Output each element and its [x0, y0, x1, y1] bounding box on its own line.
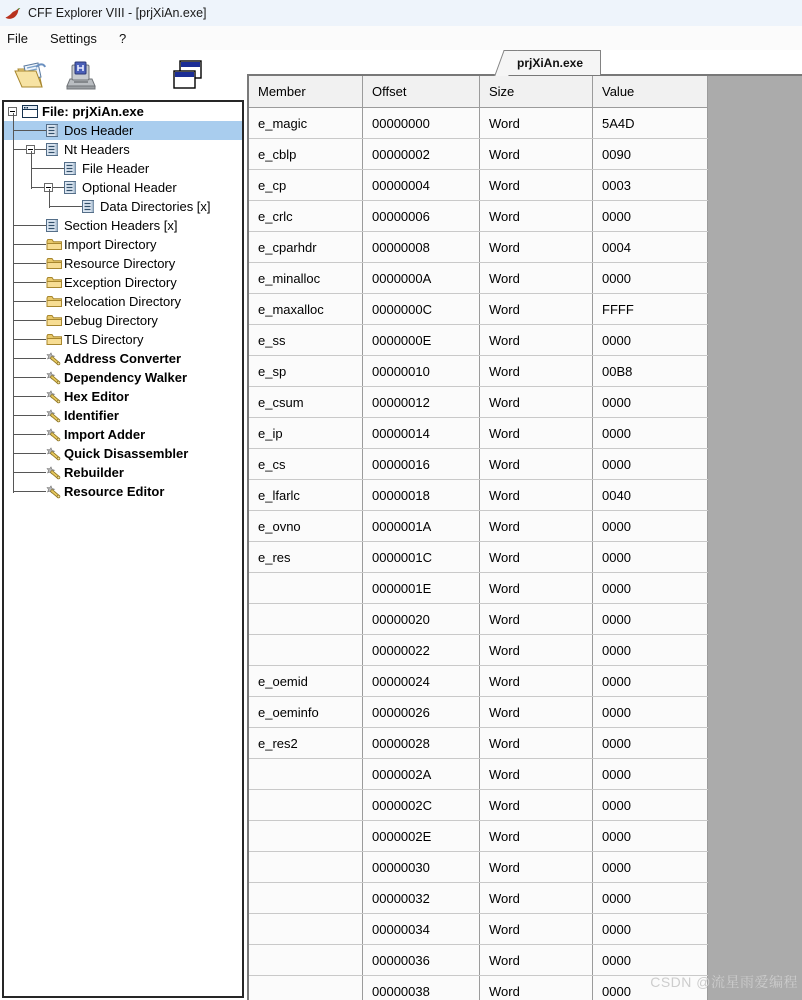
tree-item[interactable]: [4, 406, 242, 425]
save-file-icon: [62, 57, 100, 93]
table-body: [249, 108, 708, 1000]
tree-connector-line: [13, 415, 46, 416]
cell-size: Word: [480, 108, 593, 138]
tree-connector-line: [13, 320, 46, 321]
table-row[interactable]: [249, 945, 708, 976]
cell-value: 0000: [593, 511, 708, 541]
tree-item[interactable]: [4, 292, 242, 311]
tree-item[interactable]: [4, 254, 242, 273]
cell-member: e_magic: [249, 108, 363, 138]
cell-size: Word: [480, 387, 593, 417]
cell-size: Word: [480, 976, 593, 1000]
table-header: [249, 76, 708, 108]
cell-size: Word: [480, 170, 593, 200]
tree-item-icon-slot: [46, 390, 61, 407]
tree-item[interactable]: [4, 121, 242, 140]
tool-icon: [46, 409, 61, 423]
open-file-icon: [12, 57, 50, 93]
tree-item-label: Section Headers [x]: [64, 218, 178, 233]
cell-size: Word: [480, 201, 593, 231]
app-pepper-icon: [4, 6, 21, 21]
cell-size: Word: [480, 945, 593, 975]
cell-member: e_lfarlc: [249, 480, 363, 510]
tree-item[interactable]: [4, 463, 242, 482]
table-row[interactable]: [249, 108, 708, 139]
cell-member: e_oeminfo: [249, 697, 363, 727]
tree-vertical-line: [31, 151, 32, 189]
cell-member: e_cs: [249, 449, 363, 479]
folder-icon: [46, 257, 63, 270]
cell-offset: 0000001A: [363, 511, 480, 541]
cell-value: 0000: [593, 666, 708, 696]
doc-icon: [46, 143, 59, 156]
cell-value: 0000: [593, 697, 708, 727]
tool-icon: [46, 371, 61, 385]
tree-connector-line: [31, 168, 64, 169]
cell-offset: 00000026: [363, 697, 480, 727]
tree-item-label: Exception Directory: [64, 275, 177, 290]
cell-size: Word: [480, 542, 593, 572]
tree-item-icon-slot: [46, 352, 61, 369]
tree-item-label: Nt Headers: [64, 142, 130, 157]
cell-value: 0000: [593, 635, 708, 665]
table-row[interactable]: [249, 356, 708, 387]
tree-connector-line: [13, 282, 46, 283]
tree-item-label: Resource Directory: [64, 256, 176, 271]
tree-connector-line: [13, 130, 46, 131]
tree-item[interactable]: [4, 387, 242, 406]
cell-offset: 00000020: [363, 604, 480, 634]
tree-item-label: Import Adder: [64, 427, 146, 442]
table-row[interactable]: [249, 604, 708, 635]
tree-item[interactable]: [4, 330, 242, 349]
cell-member: e_sp: [249, 356, 363, 386]
tree-item[interactable]: [4, 311, 242, 330]
table-row[interactable]: [249, 325, 708, 356]
cell-member: e_ip: [249, 418, 363, 448]
cell-offset: 0000002A: [363, 759, 480, 789]
cell-offset: 00000014: [363, 418, 480, 448]
cell-size: Word: [480, 418, 593, 448]
table-row[interactable]: [249, 263, 708, 294]
doc-icon: [64, 162, 77, 175]
cell-value: 0000: [593, 201, 708, 231]
menu-item-settings[interactable]: Settings: [49, 30, 97, 46]
folder-icon: [46, 314, 63, 327]
tree-item-icon-slot: [46, 333, 63, 349]
tree-item-label: File Header: [82, 161, 150, 176]
tree-connector-line: [13, 453, 46, 454]
tree-item-icon-slot: [46, 466, 61, 483]
table-row[interactable]: [249, 139, 708, 170]
cell-offset: 0000002E: [363, 821, 480, 851]
doc-icon: [46, 124, 59, 137]
cell-value: 0000: [593, 976, 708, 1000]
tree-connector-line: [13, 491, 46, 492]
cell-size: Word: [480, 139, 593, 169]
tree-item-label: Address Converter: [64, 351, 182, 366]
folder-icon: [46, 238, 63, 251]
table-row[interactable]: [249, 418, 708, 449]
cell-value: 5A4D: [593, 108, 708, 138]
tree-item-icon-slot: [46, 219, 59, 235]
tree-item-icon-slot: [46, 485, 61, 502]
folder-icon: [46, 295, 63, 308]
cell-size: Word: [480, 883, 593, 913]
column-header-size[interactable]: Size: [480, 76, 593, 107]
tab-label: prjXiAn.exe: [517, 56, 584, 70]
tree-item-icon-slot: [46, 409, 61, 426]
tree-item-label: Identifier: [64, 408, 119, 423]
cell-size: Word: [480, 697, 593, 727]
tab-prjxian-exe[interactable]: [506, 50, 601, 75]
tree-connector-line: [13, 377, 46, 378]
cell-offset: 00000032: [363, 883, 480, 913]
tree-item[interactable]: [4, 216, 242, 235]
doc-icon: [46, 219, 59, 232]
window-title: CFF Explorer VIII - [prjXiAn.exe]: [28, 6, 207, 20]
tree-connector-line: [13, 396, 46, 397]
table-row[interactable]: [249, 294, 708, 325]
cell-offset: 0000001E: [363, 573, 480, 603]
table-row[interactable]: [249, 201, 708, 232]
tree-item[interactable]: [4, 273, 242, 292]
cell-size: Word: [480, 759, 593, 789]
cell-value: 0040: [593, 480, 708, 510]
tree-item[interactable]: [4, 482, 242, 501]
cell-offset: 00000038: [363, 976, 480, 1000]
tree: [4, 102, 242, 996]
tree-item[interactable]: [4, 444, 242, 463]
tree-item[interactable]: [4, 102, 242, 121]
tree-item-icon-slot: [46, 124, 59, 140]
cell-offset: 00000006: [363, 201, 480, 231]
cell-offset: 00000002: [363, 139, 480, 169]
tab-strip: [247, 50, 802, 76]
cell-value: 0000: [593, 604, 708, 634]
table-row[interactable]: [249, 232, 708, 263]
cell-size: Word: [480, 356, 593, 386]
table-row[interactable]: [249, 728, 708, 759]
tree-item-icon-slot: [64, 181, 77, 197]
tree-item-icon-slot: [46, 238, 63, 254]
tree-item-icon-slot: [46, 257, 63, 273]
tree-item-label: Quick Disassembler: [64, 446, 189, 461]
column-header-offset[interactable]: Offset: [363, 76, 480, 107]
cell-size: Word: [480, 914, 593, 944]
table-row[interactable]: [249, 790, 708, 821]
tree-item-label: Dos Header: [64, 123, 134, 138]
cell-offset: 0000000C: [363, 294, 480, 324]
cell-member: [249, 852, 363, 882]
tree-item-label: Rebuilder: [64, 465, 124, 480]
cell-offset: 00000022: [363, 635, 480, 665]
cell-member: [249, 945, 363, 975]
column-header-member[interactable]: Member: [249, 76, 363, 107]
menu-bar: [0, 26, 802, 50]
cell-size: Word: [480, 604, 593, 634]
table-row[interactable]: [249, 759, 708, 790]
cell-value: 0000: [593, 759, 708, 789]
cell-size: Word: [480, 666, 593, 696]
tree-item-icon-slot: [82, 200, 95, 216]
cell-value: 0000: [593, 945, 708, 975]
column-header-value[interactable]: Value: [593, 76, 708, 107]
cell-offset: 0000002C: [363, 790, 480, 820]
tree-connector-line: [49, 206, 82, 207]
cell-offset: 0000000E: [363, 325, 480, 355]
tree-connector-line: [13, 263, 46, 264]
cell-size: Word: [480, 728, 593, 758]
menu-item-help[interactable]: ?: [118, 30, 127, 46]
cell-size: Word: [480, 511, 593, 541]
cell-size: Word: [480, 852, 593, 882]
cell-offset: 00000018: [363, 480, 480, 510]
tree-item[interactable]: [4, 140, 242, 159]
table-row[interactable]: [249, 573, 708, 604]
cell-size: Word: [480, 232, 593, 262]
cell-value: 0000: [593, 728, 708, 758]
cell-size: Word: [480, 790, 593, 820]
cell-size: Word: [480, 325, 593, 355]
tree-item[interactable]: [4, 425, 242, 444]
cell-offset: 00000008: [363, 232, 480, 262]
cell-size: Word: [480, 480, 593, 510]
tree-item-label: Resource Editor: [64, 484, 165, 499]
cell-value: 0000: [593, 263, 708, 293]
tree-item-label: File: prjXiAn.exe: [42, 104, 144, 119]
tree-item[interactable]: [4, 368, 242, 387]
tree-item[interactable]: [4, 349, 242, 368]
cell-member: e_maxalloc: [249, 294, 363, 324]
tree-panel: [2, 100, 244, 998]
cell-offset: 00000012: [363, 387, 480, 417]
tree-item-label: Data Directories [x]: [100, 199, 211, 214]
tree-item-icon-slot: [46, 295, 63, 311]
cell-size: Word: [480, 449, 593, 479]
tree-connector-line: [13, 358, 46, 359]
cascade-windows-button[interactable]: [168, 55, 206, 95]
tool-icon: [46, 466, 61, 480]
tree-item-label: Import Directory: [64, 237, 157, 252]
cell-offset: 00000036: [363, 945, 480, 975]
cell-value: 0000: [593, 883, 708, 913]
table-row[interactable]: [249, 480, 708, 511]
table-row[interactable]: [249, 883, 708, 914]
cell-offset: 00000004: [363, 170, 480, 200]
cell-offset: 00000000: [363, 108, 480, 138]
cell-value: 0003: [593, 170, 708, 200]
cell-member: [249, 604, 363, 634]
tree-item-label: Debug Directory: [64, 313, 158, 328]
table-row[interactable]: [249, 170, 708, 201]
tree-item-icon-slot: [46, 314, 63, 330]
tree-connector-line: [13, 301, 46, 302]
save-file-button[interactable]: [62, 55, 100, 95]
tree-item-label: Optional Header: [82, 180, 177, 195]
table-row[interactable]: [249, 387, 708, 418]
tree-item[interactable]: [4, 178, 242, 197]
table-row[interactable]: [249, 697, 708, 728]
tree-item-icon-slot: [46, 276, 63, 292]
watermark: CSDN @流星雨爱编程: [650, 974, 798, 990]
cell-size: Word: [480, 573, 593, 603]
tree-item-icon-slot: [46, 428, 61, 445]
tree-vertical-line: [49, 189, 50, 208]
cell-offset: 00000028: [363, 728, 480, 758]
tree-connector-line: [13, 472, 46, 473]
cell-member: e_cblp: [249, 139, 363, 169]
tool-icon: [46, 447, 61, 461]
tree-item[interactable]: [4, 159, 242, 178]
cell-member: e_cparhdr: [249, 232, 363, 262]
cell-value: 0000: [593, 790, 708, 820]
cell-member: e_ovno: [249, 511, 363, 541]
cell-member: [249, 821, 363, 851]
tree-item[interactable]: [4, 197, 242, 216]
cell-value: 0000: [593, 821, 708, 851]
cell-member: [249, 883, 363, 913]
table-row[interactable]: [249, 914, 708, 945]
tree-item-icon-slot: [46, 371, 61, 388]
cell-value: 0000: [593, 852, 708, 882]
tool-icon: [46, 352, 61, 366]
cell-value: 0000: [593, 387, 708, 417]
cell-offset: 0000001C: [363, 542, 480, 572]
cell-value: 00B8: [593, 356, 708, 386]
cell-member: e_crlc: [249, 201, 363, 231]
open-file-button[interactable]: [12, 55, 50, 95]
cell-member: e_res2: [249, 728, 363, 758]
cell-value: FFFF: [593, 294, 708, 324]
cell-value: 0004: [593, 232, 708, 262]
dos-header-table: [247, 76, 708, 1000]
window-icon: [22, 105, 38, 119]
folder-icon: [46, 333, 63, 346]
tree-item-icon-slot: [46, 447, 61, 464]
folder-icon: [46, 276, 63, 289]
cell-value: 0000: [593, 418, 708, 448]
cell-value: 0000: [593, 325, 708, 355]
cell-member: e_res: [249, 542, 363, 572]
cell-member: [249, 976, 363, 1000]
cell-member: e_minalloc: [249, 263, 363, 293]
menu-item-file[interactable]: File: [7, 30, 28, 46]
table-row[interactable]: [249, 511, 708, 542]
tree-item-label: Hex Editor: [64, 389, 130, 404]
doc-icon: [64, 181, 77, 194]
cell-member: [249, 573, 363, 603]
cell-value: 0000: [593, 542, 708, 572]
tree-item-label: Dependency Walker: [64, 370, 188, 385]
tree-connector-line: [13, 244, 46, 245]
cell-offset: 0000000A: [363, 263, 480, 293]
cell-member: [249, 790, 363, 820]
cell-member: e_ss: [249, 325, 363, 355]
tree-item-label: TLS Directory: [64, 332, 144, 347]
cell-member: [249, 759, 363, 789]
tool-icon: [46, 390, 61, 404]
cell-member: e_oemid: [249, 666, 363, 696]
title-bar: [0, 0, 802, 26]
cell-member: e_cp: [249, 170, 363, 200]
tree-item-icon-slot: [46, 143, 59, 159]
empty-panel-area: [708, 76, 802, 1000]
tool-icon: [46, 428, 61, 442]
tree-connector-line: [13, 225, 46, 226]
tree-item[interactable]: [4, 235, 242, 254]
table-row[interactable]: [249, 635, 708, 666]
cell-offset: 00000030: [363, 852, 480, 882]
cell-offset: 00000034: [363, 914, 480, 944]
cell-offset: 00000016: [363, 449, 480, 479]
cell-value: 0090: [593, 139, 708, 169]
table-row[interactable]: [249, 449, 708, 480]
tree-vertical-line: [13, 113, 14, 493]
cell-member: [249, 914, 363, 944]
cell-offset: 00000010: [363, 356, 480, 386]
cell-size: Word: [480, 263, 593, 293]
table-row[interactable]: [249, 666, 708, 697]
table-row[interactable]: [249, 852, 708, 883]
table-row[interactable]: [249, 821, 708, 852]
tree-connector-line: [13, 339, 46, 340]
tree-item-icon-slot: [22, 105, 38, 122]
cell-size: Word: [480, 294, 593, 324]
tree-item-label: Relocation Directory: [64, 294, 182, 309]
tool-icon: [46, 485, 61, 499]
tree-item-icon-slot: [64, 162, 77, 178]
cell-value: 0000: [593, 914, 708, 944]
cell-size: Word: [480, 821, 593, 851]
doc-icon: [82, 200, 95, 213]
cell-member: e_csum: [249, 387, 363, 417]
toolbar: [0, 50, 246, 100]
cell-member: [249, 635, 363, 665]
tree-connector-line: [13, 434, 46, 435]
table-row[interactable]: [249, 976, 708, 1000]
cell-offset: 00000024: [363, 666, 480, 696]
table-row[interactable]: [249, 542, 708, 573]
cascade-windows-icon: [169, 57, 205, 93]
cell-size: Word: [480, 635, 593, 665]
cell-value: 0000: [593, 573, 708, 603]
cell-value: 0000: [593, 449, 708, 479]
